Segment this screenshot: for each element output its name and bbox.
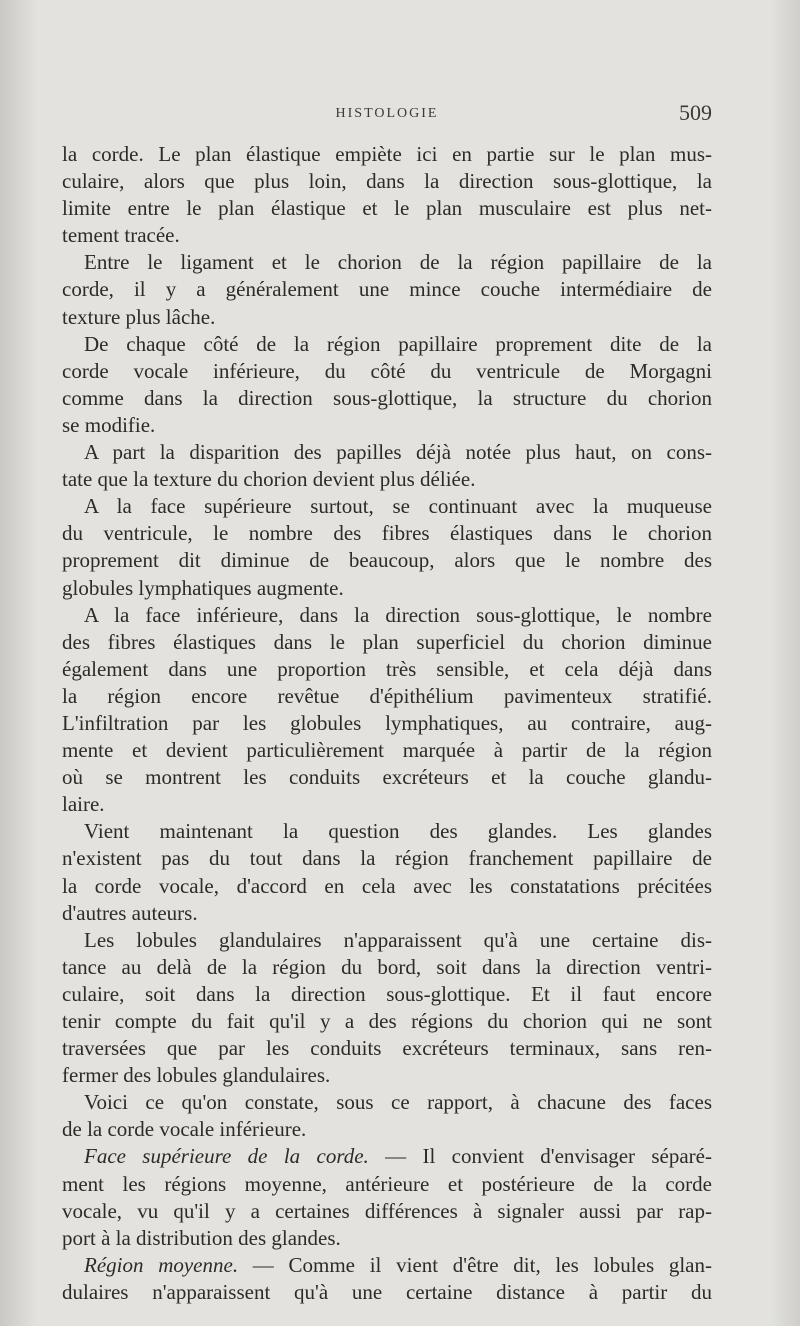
text-line: limite entre le plan élastique et le plan musculaire est plus net-	[62, 196, 712, 221]
text-line: ment les régions moyenne, antérieure et postérieure de la corde	[62, 1171, 712, 1196]
text-run: — Il convient d'envisager séparé-	[368, 1144, 712, 1169]
text-line: port à la distribution des glandes.	[62, 1225, 341, 1250]
text-line: fermer des lobules glandulaires.	[62, 1063, 331, 1088]
text-line: Vient maintenant la question des glandes. Les glandes	[84, 819, 712, 844]
text-line: de la corde vocale inférieure.	[62, 1117, 307, 1142]
section-heading-face-superieure: Face supérieure de la corde.	[84, 1144, 369, 1169]
text-line: laire.	[62, 792, 105, 817]
text-line: Les lobules glandulaires n'apparaissent qu'à une certaine dis-	[84, 927, 712, 952]
text-line: vocale, vu qu'il y a certaines différences à signaler aussi par rap-	[62, 1198, 712, 1223]
text-run: — Comme il vient d'être dit, les lobules glan-	[238, 1252, 712, 1277]
text-line: L'infiltration par les globules lymphatiques, au contraire, aug-	[62, 710, 712, 735]
section-heading-region-moyenne: Région moyenne.	[84, 1252, 239, 1277]
running-head	[62, 98, 712, 128]
text-line: globules lymphatiques augmente.	[62, 575, 344, 600]
page-number: 509	[679, 100, 712, 125]
text-line: Voici ce qu'on constate, sous ce rapport, à chacune des faces	[84, 1090, 712, 1115]
text-line: traversées que par les conduits excréteurs terminaux, sans ren-	[62, 1036, 712, 1061]
text-line: comme dans la direction sous-glottique, la structure du chorion	[62, 385, 712, 410]
text-line: culaire, alors que plus loin, dans la direction sous-glottique, la	[62, 169, 712, 194]
text-line: dulaires n'apparaissent qu'à une certaine distance à partir du	[62, 1279, 712, 1304]
text-line: tement tracée.	[62, 223, 180, 248]
text-line: A la face supérieure surtout, se continuant avec la muqueuse	[84, 494, 712, 519]
text-line: A part la disparition des papilles déjà notée plus haut, on cons-	[84, 440, 712, 465]
text-line: la région encore revêtue d'épithélium pavimenteux stratifié.	[62, 683, 712, 708]
text-line: d'autres auteurs.	[62, 900, 198, 925]
running-title: HISTOLOGIE	[335, 106, 439, 121]
text-line: Entre le ligament et le chorion de la région papillaire de la	[84, 250, 712, 275]
text-line: la corde vocale, d'accord en cela avec les constatations précitées	[62, 873, 712, 898]
text-line: tate que la texture du chorion devient plus déliée.	[62, 467, 476, 492]
text-line: corde, il y a généralement une mince couche intermédiaire de	[62, 277, 712, 302]
text-line: tance au delà de la région du bord, soit dans la direction ventri-	[62, 954, 712, 979]
text-line: des fibres élastiques dans le plan superficiel du chorion diminue	[62, 629, 712, 654]
text-line: De chaque côté de la région papillaire proprement dite de la	[84, 331, 712, 356]
text-line: tenir compte du fait qu'il y a des régions du chorion qui ne sont	[62, 1009, 712, 1033]
text-line: se modifie.	[62, 412, 156, 437]
text-line: du ventricule, le nombre des fibres élastiques dans le chorion	[62, 521, 712, 546]
text-line: corde vocale inférieure, du côté du ventricule de Morgagni	[62, 358, 712, 383]
text-line: proprement dit diminue de beaucoup, alors que le nombre des	[62, 548, 712, 573]
text-line: A la face inférieure, dans la direction sous-glottique, le nombre	[84, 602, 712, 627]
text-line: culaire, soit dans la direction sous-glottique. Et il faut encore	[62, 981, 712, 1006]
text-line	[62, 1252, 712, 1279]
text-line	[62, 1143, 712, 1170]
text-line: la corde. Le plan élastique empiète ici en partie sur le plan mus-	[62, 142, 712, 166]
text-line: n'existent pas du tout dans la région franchement papillaire de	[62, 846, 712, 871]
body-text	[62, 141, 712, 1306]
text-line: texture plus lâche.	[62, 304, 216, 329]
text-line: où se montrent les conduits excréteurs et la couche glandu-	[62, 765, 712, 790]
text-line: également dans une proportion très sensible, et cela déjà dans	[62, 656, 712, 681]
text-line: mente et devient particulièrement marquée à partir de la région	[62, 738, 712, 763]
